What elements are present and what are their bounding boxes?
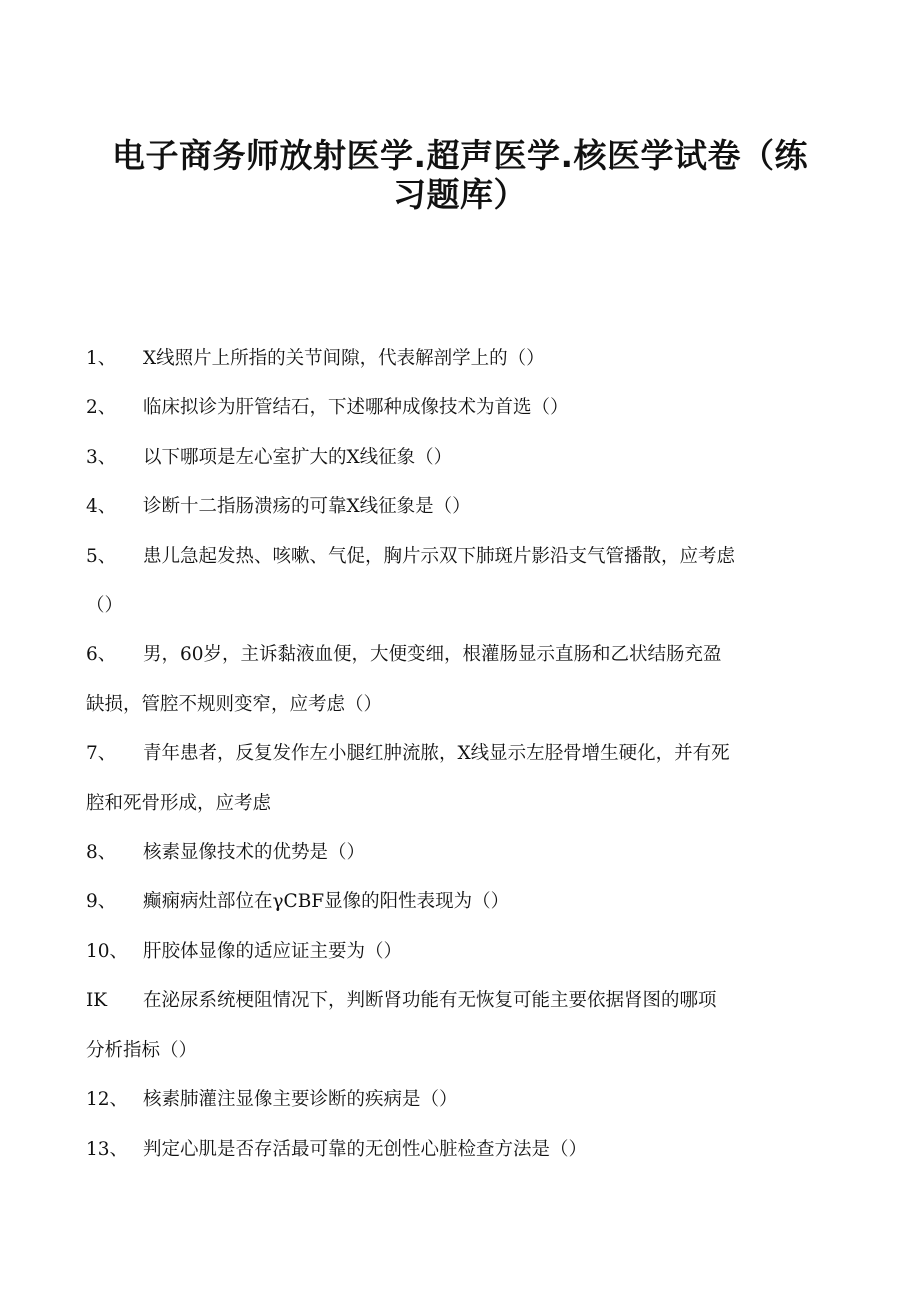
question-item xyxy=(86,1075,830,1124)
question-item-continuation xyxy=(86,680,830,729)
document-title-line-2: 习题库） xyxy=(393,175,527,214)
question-text: 患儿急起发热、咳嗽、气促，胸片示双下肺斑片影沿支气管播散，应考虑 xyxy=(143,545,736,567)
question-number: 2、 xyxy=(86,397,117,419)
question-text: 肝胶体显像的适应证主要为（） xyxy=(143,940,403,962)
question-number: IK xyxy=(86,990,108,1012)
question-item xyxy=(86,828,830,877)
question-item xyxy=(86,729,830,778)
question-item xyxy=(86,976,830,1025)
question-text: 诊断十二指肠溃疡的可靠X线征象是（） xyxy=(143,496,471,518)
question-number: 12、 xyxy=(86,1089,129,1111)
question-text: 缺损，管腔不规则变窄，应考虑（） xyxy=(86,693,383,715)
question-item xyxy=(86,433,830,482)
question-text: 核素肺灌注显像主要诊断的疾病是（） xyxy=(143,1089,458,1111)
question-number: 4、 xyxy=(86,496,117,518)
question-item xyxy=(86,334,830,383)
question-number: 10、 xyxy=(86,940,129,962)
question-text: 男，60岁，主诉黏液血便，大便变细，根灌肠显示直肠和乙状结肠充盈 xyxy=(143,644,722,666)
question-number: 7、 xyxy=(86,743,117,765)
question-text: 核素显像技术的优势是（） xyxy=(143,842,366,864)
question-text: （） xyxy=(86,595,124,617)
question-text: 分析指标（） xyxy=(86,1039,198,1061)
question-text: X线照片上所指的关节间隙，代表解剖学上的（） xyxy=(143,348,545,369)
question-text: 临床拟诊为肝管结石，下述哪种成像技术为首选（） xyxy=(143,397,569,419)
document-title-line-1: 电子商务师放射医学.超声医学.核医学试卷（练 xyxy=(111,136,809,175)
question-number: 5、 xyxy=(86,545,117,567)
question-item-continuation xyxy=(86,581,830,630)
question-item xyxy=(86,383,830,432)
question-item-continuation xyxy=(86,779,830,828)
question-number: 9、 xyxy=(86,891,117,913)
question-number: 6、 xyxy=(86,644,117,666)
question-text: 癫痫病灶部位在γCBF显像的阳性表现为（） xyxy=(143,891,510,913)
question-number: 3、 xyxy=(86,446,117,468)
question-number: 8、 xyxy=(86,842,117,864)
question-item xyxy=(86,877,830,926)
question-item xyxy=(86,532,830,581)
question-text: 在泌尿系统梗阻情况下，判断肾功能有无恢复可能主要依据肾图的哪项 xyxy=(143,990,717,1012)
question-item xyxy=(86,482,830,531)
question-item xyxy=(86,927,830,976)
question-text: 以下哪项是左心室扩大的X线征象（） xyxy=(143,446,453,468)
question-text: 腔和死骨形成，应考虑 xyxy=(86,792,272,814)
question-item xyxy=(86,1125,830,1174)
question-number: 1、 xyxy=(86,348,117,369)
question-text: 青年患者，反复发作左小腿红肿流脓，X线显示左胫骨增生硬化，并有死 xyxy=(143,743,730,765)
question-text: 判定心肌是否存活最可靠的无创性心脏检查方法是（） xyxy=(143,1138,588,1160)
question-number: 13、 xyxy=(86,1138,129,1160)
question-list xyxy=(86,334,830,1174)
question-item-continuation xyxy=(86,1026,830,1075)
question-item xyxy=(86,630,830,679)
